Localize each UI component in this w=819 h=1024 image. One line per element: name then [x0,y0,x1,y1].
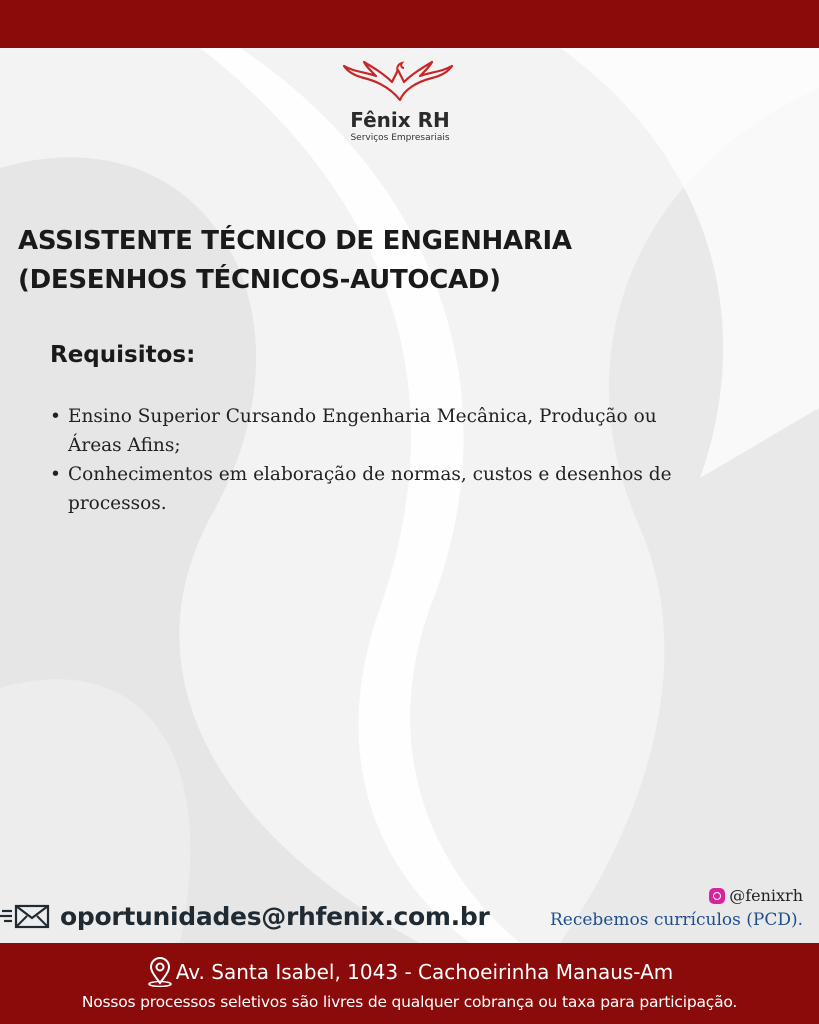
mail-icon [0,901,50,931]
address-text: Av. Santa Isabel, 1043 - Cachoeirinha Manaus-Am [175,960,674,984]
brand-logo [330,60,470,155]
brand-tagline: Serviços Empresariais [350,133,450,143]
brand-name: Fênix RH [350,108,450,132]
address [0,957,819,987]
requirements-list [48,402,708,518]
instagram-handle[interactable] [709,886,803,905]
job-title-line-1: ASSISTENTE TÉCNICO DE ENGENHARIA [18,226,572,256]
email-address[interactable]: oportunidades@rhfenix.com.br [60,901,490,931]
job-title [18,222,738,300]
requirements-heading: Requisitos: [50,342,196,368]
footer-bar [0,943,819,1024]
email-contact [0,896,490,936]
top-bar [0,0,819,48]
instagram-icon [709,888,725,904]
location-pin-icon [146,957,174,987]
requirement-item: • Ensino Superior Cursando Engenharia Mecânica, Produção ou Áreas Afins; [48,402,708,460]
phoenix-icon [340,60,460,106]
pcd-note: Recebemos currículos (PCD). [549,910,803,930]
instagram-handle-text: @fenixrh [729,886,803,905]
requirement-item: • Conhecimentos em elaboração de normas, custos e desenhos de processos. [48,460,708,518]
job-title-line-2: (DESENHOS TÉCNICOS-AUTOCAD) [18,265,501,295]
disclaimer: Nossos processos seletivos são livres de qualquer cobrança ou taxa para participação. [81,993,738,1011]
